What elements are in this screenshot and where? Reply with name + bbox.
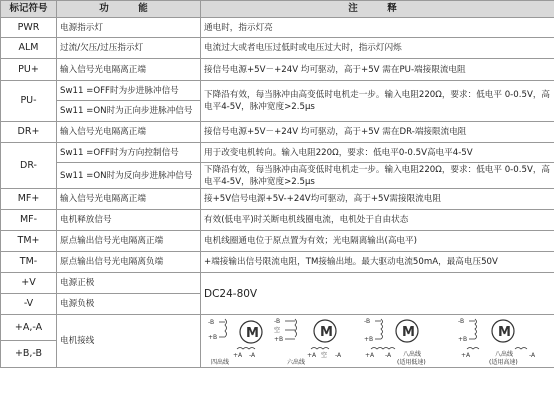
wiring-diagram-8wire-high: [457, 315, 551, 367]
signal-v-plus: +V: [1, 273, 57, 294]
four-wire-motor-icon: [207, 315, 269, 359]
pin-label: +B: [208, 334, 218, 341]
wiring-diagram-6wire: [273, 315, 357, 367]
function-pu-minus-off: Sw11 =OFF时为步进脉冲信号: [57, 81, 201, 101]
note-pu-plus: 接信号电源+5V－+24V 均可驱动，高于+5V 需在PU-端接限流电阻: [201, 59, 554, 81]
table-row: [1, 273, 554, 294]
note-pu-minus: 下降沿有效，每当脉冲由高变低时电机走一步。输入电阻220Ω，要求：低电平 0-0.5V，高电平4-5V，脉冲宽度>2.5μs: [201, 81, 554, 122]
table-header: [1, 1, 554, 18]
note-tm-minus: +端接输出信号限流电阻，TM接输出地。最大驱动电流50mA，最高电压50V: [201, 252, 554, 273]
signal-mf-minus: MF-: [1, 210, 57, 231]
pin-label: +A: [365, 352, 375, 359]
function-v-minus: 电源负极: [57, 294, 201, 315]
signal-motor-a: +A,-A: [1, 315, 57, 341]
signal-v-minus: -V: [1, 294, 57, 315]
function-mf-minus: 电机释放信号: [57, 210, 201, 231]
pin-label: +B: [458, 336, 468, 343]
signal-pu-minus: PU-: [1, 81, 57, 122]
motor-label: M: [402, 325, 415, 340]
wiring-caption: (适用高速): [489, 359, 518, 366]
signal-dr-plus: DR+: [1, 122, 57, 143]
signal-tm-plus: TM+: [1, 231, 57, 252]
wiring-caption: 八出线: [403, 351, 422, 358]
wiring-diagram-8wire-low: [363, 315, 453, 367]
function-tm-minus: 原点输出信号光电隔离负端: [57, 252, 201, 273]
function-v-plus: 电源正极: [57, 273, 201, 294]
motor-label: M: [246, 326, 259, 341]
function-tm-plus: 原点输出信号光电隔离正端: [57, 231, 201, 252]
table-row: [1, 189, 554, 210]
table-row: [1, 315, 554, 341]
note-pwr: 通电时，指示灯亮: [201, 18, 554, 38]
pin-label: +B: [364, 336, 374, 343]
pin-label: -A: [529, 352, 536, 359]
signal-pwr: PWR: [1, 18, 57, 38]
header-signal: 标记符号: [1, 1, 57, 18]
pin-label: -B: [208, 319, 215, 326]
wiring-diagram-4wire: [207, 315, 269, 367]
table-row: [1, 210, 554, 231]
pin-label: -B: [458, 318, 465, 325]
pin-label: -A: [335, 352, 342, 359]
note-alm: 电流过大或者电压过低时或电压过大时，指示灯闪烁: [201, 38, 554, 59]
note-mf-minus: 有效(低电平)时关断电机线圈电流，电机处于自由状态: [201, 210, 554, 231]
wiring-caption: 八出线: [495, 351, 514, 358]
function-mf-plus: 输入信号光电隔离正端: [57, 189, 201, 210]
six-wire-motor-icon: [273, 315, 357, 359]
wiring-caption: 四出线: [211, 359, 230, 366]
function-pu-plus: 输入信号光电隔离正端: [57, 59, 201, 81]
function-dr-minus-off: Sw11 =OFF时为方向控制信号: [57, 143, 201, 163]
function-motor-wiring: 电机接线: [57, 315, 201, 368]
wiring-caption: 六出线: [287, 359, 306, 366]
table-row: [1, 38, 554, 59]
pin-label: -A: [385, 352, 392, 359]
motor-label: M: [320, 325, 333, 340]
function-dr-minus-on: Sw11 =ON时为反向步进脉冲信号: [57, 163, 201, 189]
note-dr-minus-on: 下降沿有效，每当脉冲由高变低时电机走一步。输入电阻220Ω，要求：低电平 0-0.5V，高电平4-5V，脉冲宽度>2.5μs: [201, 163, 554, 189]
table-row: [1, 18, 554, 38]
signal-mf-plus: MF+: [1, 189, 57, 210]
wiring-caption: (适用低速): [397, 359, 426, 366]
pin-label: -B: [274, 318, 281, 325]
signal-motor-b: +B,-B: [1, 341, 57, 368]
table-row: [1, 81, 554, 101]
function-dr-plus: 输入信号光电隔离正端: [57, 122, 201, 143]
signal-alm: ALM: [1, 38, 57, 59]
note-tm-plus: 电机线圈通电位于原点置为有效；光电隔离输出(高电平): [201, 231, 554, 252]
pin-label: +A: [461, 352, 471, 359]
pin-label: +A: [307, 352, 317, 359]
wiring-diagrams: [201, 315, 554, 368]
signal-pu-plus: PU+: [1, 59, 57, 81]
pin-label: -A: [249, 352, 256, 359]
table-row: [1, 252, 554, 273]
table-row: [1, 231, 554, 252]
function-pwr: 电源指示灯: [57, 18, 201, 38]
note-mf-plus: 接+5V信号电源+5V-+24V均可驱动，高于+5V需接限流电阻: [201, 189, 554, 210]
signal-tm-minus: TM-: [1, 252, 57, 273]
note-dr-plus: 接信号电源+5V－+24V 均可驱动，高于+5V 需在DR-端接限流电阻: [201, 122, 554, 143]
pin-label: +B: [274, 336, 284, 343]
pin-label: 空: [274, 327, 281, 334]
motor-label: M: [498, 325, 511, 340]
header-note: 注 释: [201, 1, 554, 18]
signal-dr-minus: DR-: [1, 143, 57, 189]
function-alm: 过流/欠压/过压指示灯: [57, 38, 201, 59]
pin-label: -B: [364, 318, 371, 325]
note-dr-minus-off: 用于改变电机转向。输入电阻220Ω，要求：低电平0-0.5V高电平4-5V: [201, 143, 554, 163]
table-row: [1, 143, 554, 163]
table-row: [1, 122, 554, 143]
pin-label: +A: [233, 352, 243, 359]
note-dc-voltage: DC24-80V: [201, 273, 554, 315]
table-row: [1, 163, 554, 189]
table-row: [1, 59, 554, 81]
header-function: 功 能: [57, 1, 201, 18]
pin-label: 空: [321, 352, 328, 359]
function-pu-minus-on: Sw11 =ON时为正向步进脉冲信号: [57, 101, 201, 122]
